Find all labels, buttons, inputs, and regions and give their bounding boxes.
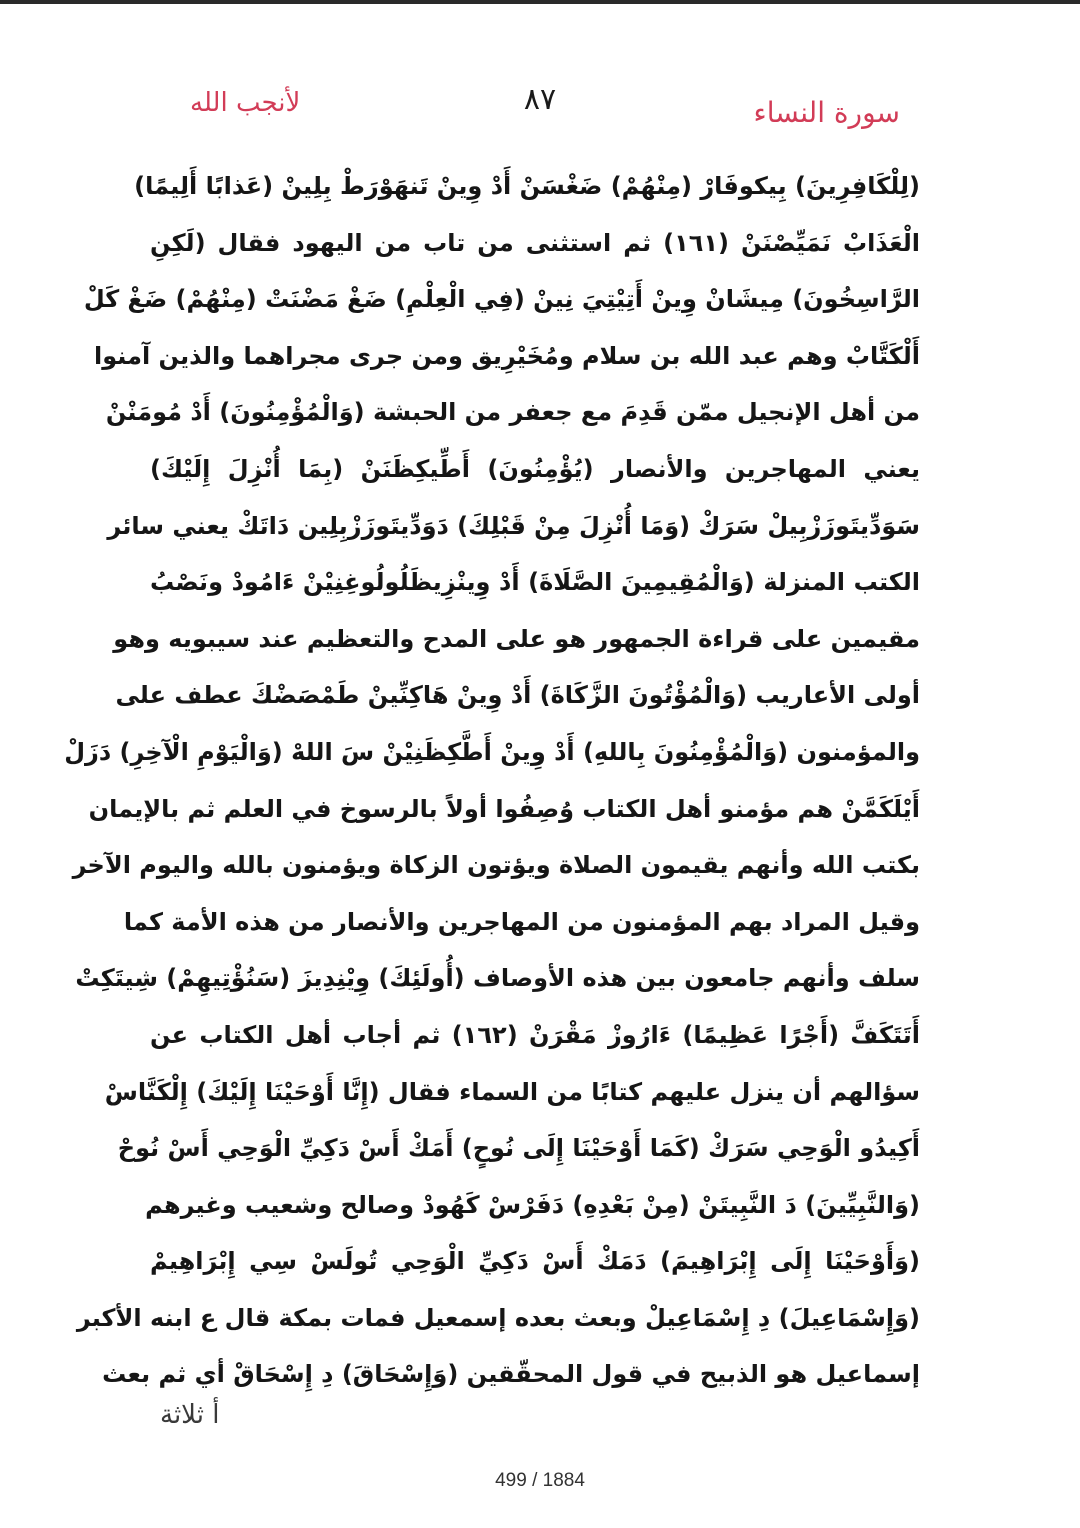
text-line: أَيْلَكَمَّنْ هم مؤمنو أهل الكتاب وُصِفُوا أولاً بالرسوخ في العلم ثم بالإيمان <box>88 794 920 823</box>
text-line: الْعَذَابْ نَمَيِّصْنَنْ (١٦١) ثم استثنى من تاب من اليهود فقال (لَكِنِ <box>150 228 920 257</box>
text-line: مقيمين على قراءة الجمهور هو على المدح والتعظيم عند سيبويه وهو <box>113 624 920 653</box>
header-annotation-left: لأنجب الله <box>190 88 301 118</box>
text-line: وقيل المراد بهم المؤمنون من المهاجرين والأنصار من هذه الأمة كما <box>123 907 920 936</box>
text-line: أَكِيدُو الْوَحِي سَرَكْ (كَمَا أَوْحَيْنَا إِلَى نُوحٍ) أَمَكْ أَسْ دَكِيِّ الْوَحِي أَسْ نُوحْ <box>117 1134 920 1163</box>
header-annotation-surah: سورة النساء <box>753 96 900 129</box>
page-indicator: 499 / 1884 <box>495 1470 585 1491</box>
text-line: (وَإِسْمَاعِيلَ) دِ إِسْمَاعِيلْ وبعث بعده إسمعيل فمات بمكة قال ع ابنه الأكبر <box>76 1303 920 1332</box>
text-line: سَوَدِّيتَوزَزْبِيلْ سَرَكْ (وَمَا أُنْزِلَ مِنْ قَبْلِكَ) دَوَدِّيتَوزَزْبِلِين دَاتَكْ يعني سائر <box>107 511 920 540</box>
page-number: ٨٧ <box>523 82 557 117</box>
body-text <box>64 158 920 1403</box>
text-line: والمؤمنون (وَالْمُؤْمِنُونَ بِاللهِ) أَدْ وِينْ أَطَّكِظَنِيْنْ سَ اللهْ (وَالْيَوْمِ الْآخِرِ) دَزَلْ <box>64 737 920 766</box>
text-line: بكتب الله وأنهم يقيمون الصلاة ويؤتون الزكاة ويؤمنون بالله واليوم الآخر <box>72 851 920 880</box>
text-line: الكتب المنزلة (وَالْمُقِيمِينَ الصَّلَاةَ) أَدْ وِينْزِيظَلُولُوغِنِيْنْ ءَامُودْ ونَصْبُ <box>150 568 920 597</box>
text-line: أَتَتَكَفَّ (أَجْرًا عَظِيمًا) ءَارُوزْ مَقْرَنْ (١٦٢) ثم أجاب أهل الكتاب عن <box>150 1020 920 1049</box>
text-line: الرَّاسِخُونَ) مِيشَانْ وِينْ أَتِيْتِيَ نِينْ (فِي الْعِلْمِ) ضَغْ مَضْنَتْ (مِنْهُمْ) ضَغْ كَلْ <box>83 285 920 314</box>
text-line: إسماعيل هو الذبيح في قول المحقّقين (وَإِسْحَاقَ) دِ إِسْحَاقْ أي ثم بعث <box>102 1360 920 1389</box>
text-line: (لِلْكَافِرِينَ) بِيكوفَارْ (مِنْهُمْ) ضَغْسَنْ أَدْ وِينْ تَنهَوْرَطْ بِلِينْ (عَذابًا أَلِيمًا) <box>134 172 920 200</box>
text-line: يعني المهاجرين والأنصار (يُؤْمِنُونَ) أَطِّيكِظَنَنْ (بِمَا أُنْزِلَ إِلَيْكَ) <box>150 454 920 483</box>
text-line: (وَأَوْحَيْنَا إِلَى إِبْرَاهِيمَ) دَمَكْ أَسْ دَكِيِّ الْوَحِي تُولَسْ سِي إِبْرَاهِيمْ <box>150 1247 920 1276</box>
text-line: من أهل الإنجيل ممّن قَدِمَ مع جعفر من الحبشة (وَالْمُؤْمِنُونَ) أَدْ مُومَنْنْ <box>105 398 920 427</box>
catchword: أ ثلاثة <box>160 1400 220 1430</box>
text-line: سؤالهم أن ينزل عليهم كتابًا من السماء فقال (إِنَّا أَوْحَيْنَا إِلَيْكَ) إِلْكَنَّاسْ <box>104 1077 920 1106</box>
text-line: أَلْكَتَّابْ وهم عبد الله بن سلام ومُخَيْرِيق ومن جرى مجراهما والذين آمنوا <box>94 341 920 370</box>
text-line: سلف وأنهم جامعون بين هذه الأوصاف (أُولَئِكَ) وِيْنِدِيزَ (سَنُؤْتِيهِمْ) شِيتَكِتْ <box>75 964 920 993</box>
text-line: أولى الأعاريب (وَالْمُؤْتُونَ الزَّكَاةَ) أَدْ وِينْ هَاكِنِّينْ طَمْصَضْكَ عطف على <box>115 681 920 710</box>
text-line: (وَالنَّبِيِّينَ) دَ النَّبِيتَنْ (مِنْ بَعْدِهِ) دَفَرْسْ كَهُودْ وصالح وشعيب وغيرهم <box>145 1190 920 1219</box>
